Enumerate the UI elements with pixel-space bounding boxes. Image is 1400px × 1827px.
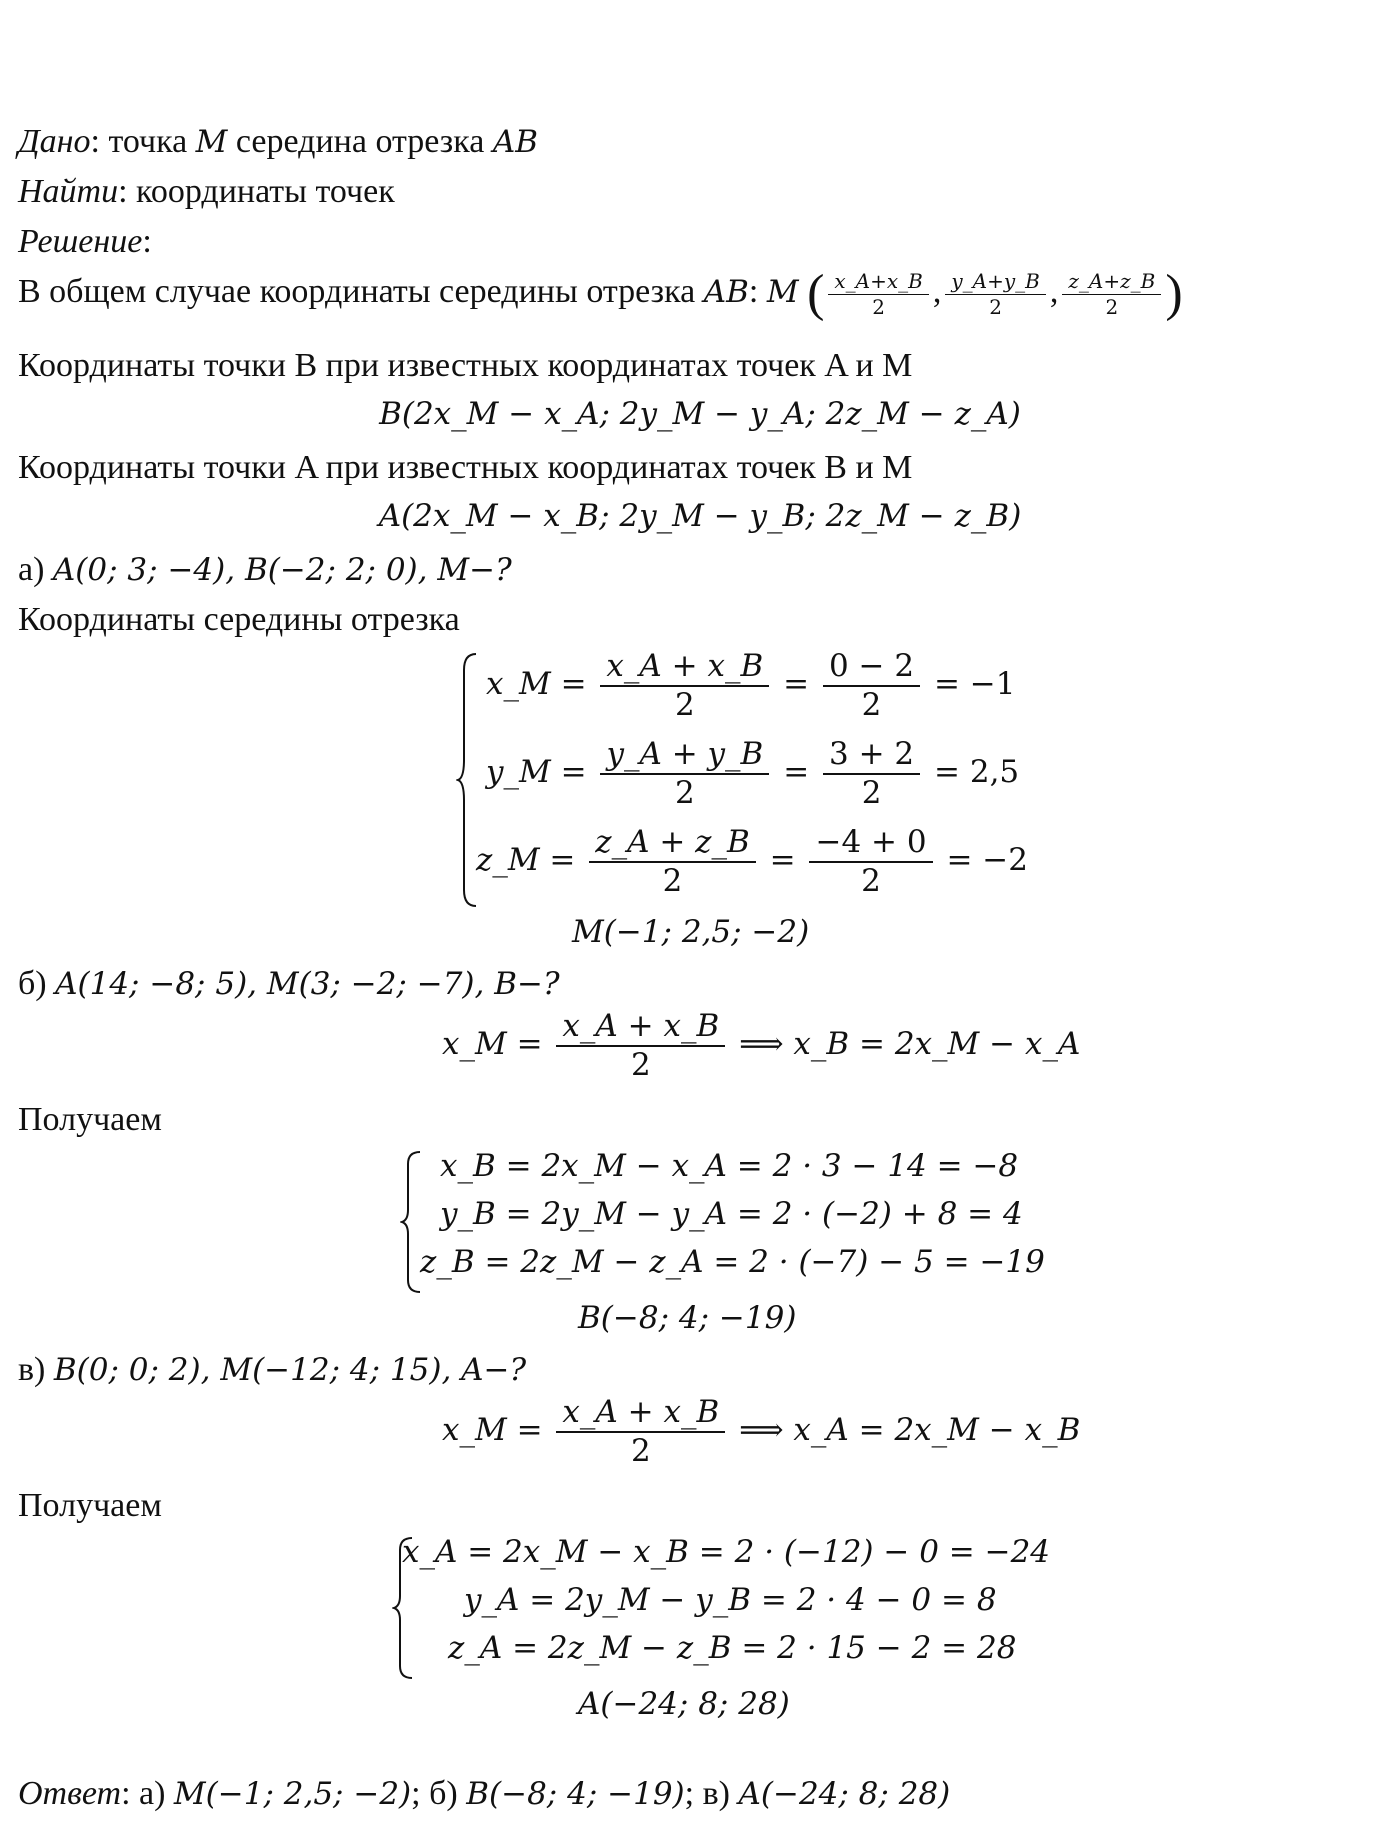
general-formula-line: В общем случае координаты середины отрезка AB: M ( $\frac{x\_A+x\_B}{2}$ , $\frac{y\_A+y\_B}{2}$ , $\frac{z\_A+z\_B}{2}$ ) [18, 265, 1183, 322]
part-a-system [456, 648, 1028, 910]
part-b-system [400, 1148, 1045, 1296]
general-frac-x: $\frac{x\_A+x\_B}{2}$ [828, 271, 928, 318]
find-line: Найти: координаты точек [18, 173, 395, 210]
given-line: Дано: точка M середина отрезка AB [18, 123, 538, 160]
general-frac-z: $\frac{z\_A+z\_B}{2}$ [1062, 271, 1161, 318]
part-b-header: б) A(14; −8; 5), M(3; −2; −7), B−? [18, 965, 560, 1002]
part-a-midpoint-text: Координаты середины отрезка [18, 601, 460, 638]
solution-line: Решение: [18, 223, 152, 260]
formula-a: A(2x_M − x_B; 2y_M − y_B; 2z_M − z_B) [378, 498, 1022, 534]
solution-label: Решение [18, 223, 143, 260]
part-b-row-z: z_B = 2z_M − z_A = 2 · (−7) − 5 = −19 [420, 1244, 1045, 1280]
given-label: Дано [18, 123, 91, 160]
coords-b-text: Координаты точки B при известных координатах точек A и M [18, 347, 913, 384]
part-a-result: M(−1; 2,5; −2) [572, 914, 810, 950]
part-b-row-x: x_B = 2x_M − x_A = 2 · 3 − 14 = −8 [440, 1148, 1019, 1184]
part-c-get: Получаем [18, 1487, 162, 1524]
find-label: Найти [18, 173, 119, 210]
part-b-result: B(−8; 4; −19) [578, 1300, 797, 1336]
formula-b: B(2x_M − x_A; 2y_M − y_A; 2z_M − z_A) [379, 396, 1021, 432]
answer-label: Ответ [18, 1775, 122, 1812]
part-a-row-z: z_M = $\frac{z\_A + z\_B}{2}$ = $\frac{-4 + 0}{2}$ = −2 [476, 824, 1028, 899]
part-c-header: в) B(0; 0; 2), M(−12; 4; 15), A−? [18, 1351, 527, 1388]
part-c-row-x: x_A = 2x_M − x_B = 2 · (−12) − 0 = −24 [402, 1534, 1051, 1570]
part-c-row-y: y_A = 2y_M − y_B = 2 · 4 − 0 = 8 [464, 1582, 997, 1618]
part-b-get: Получаем [18, 1101, 162, 1138]
part-a-row-y: y_M = $\frac{y\_A + y\_B}{2}$ = $\frac{3 + 2}{2}$ = 2,5 [486, 736, 1020, 811]
coords-a-text: Координаты точки A при известных координатах точек B и M [18, 449, 913, 486]
part-c-row-z: z_A = 2z_M − z_B = 2 · 15 − 2 = 28 [448, 1630, 1017, 1666]
part-b-formula: x_M = $\frac{x\_A + x\_B}{2}$ ⟹ x_B = 2x_M − x_A [442, 1008, 1081, 1083]
part-c-system [392, 1534, 1051, 1682]
part-a-row-x: x_M = $\frac{x\_A + x\_B}{2}$ = $\frac{0 - 2}{2}$ = −1 [486, 648, 1016, 723]
part-a-header: а) A(0; 3; −4), B(−2; 2; 0), M−? [18, 551, 512, 588]
part-c-result: A(−24; 8; 28) [578, 1686, 790, 1722]
answer-line: Ответ: а) M(−1; 2,5; −2); б) B(−8; 4; −19); в) A(−24; 8; 28) [18, 1775, 951, 1812]
part-b-row-y: y_B = 2y_M − y_A = 2 · (−2) + 8 = 4 [440, 1196, 1023, 1232]
part-c-formula: x_M = $\frac{x\_A + x\_B}{2}$ ⟹ x_A = 2x_M − x_B [442, 1394, 1081, 1469]
general-frac-y: $\frac{y\_A+y\_B}{2}$ [945, 271, 1046, 318]
